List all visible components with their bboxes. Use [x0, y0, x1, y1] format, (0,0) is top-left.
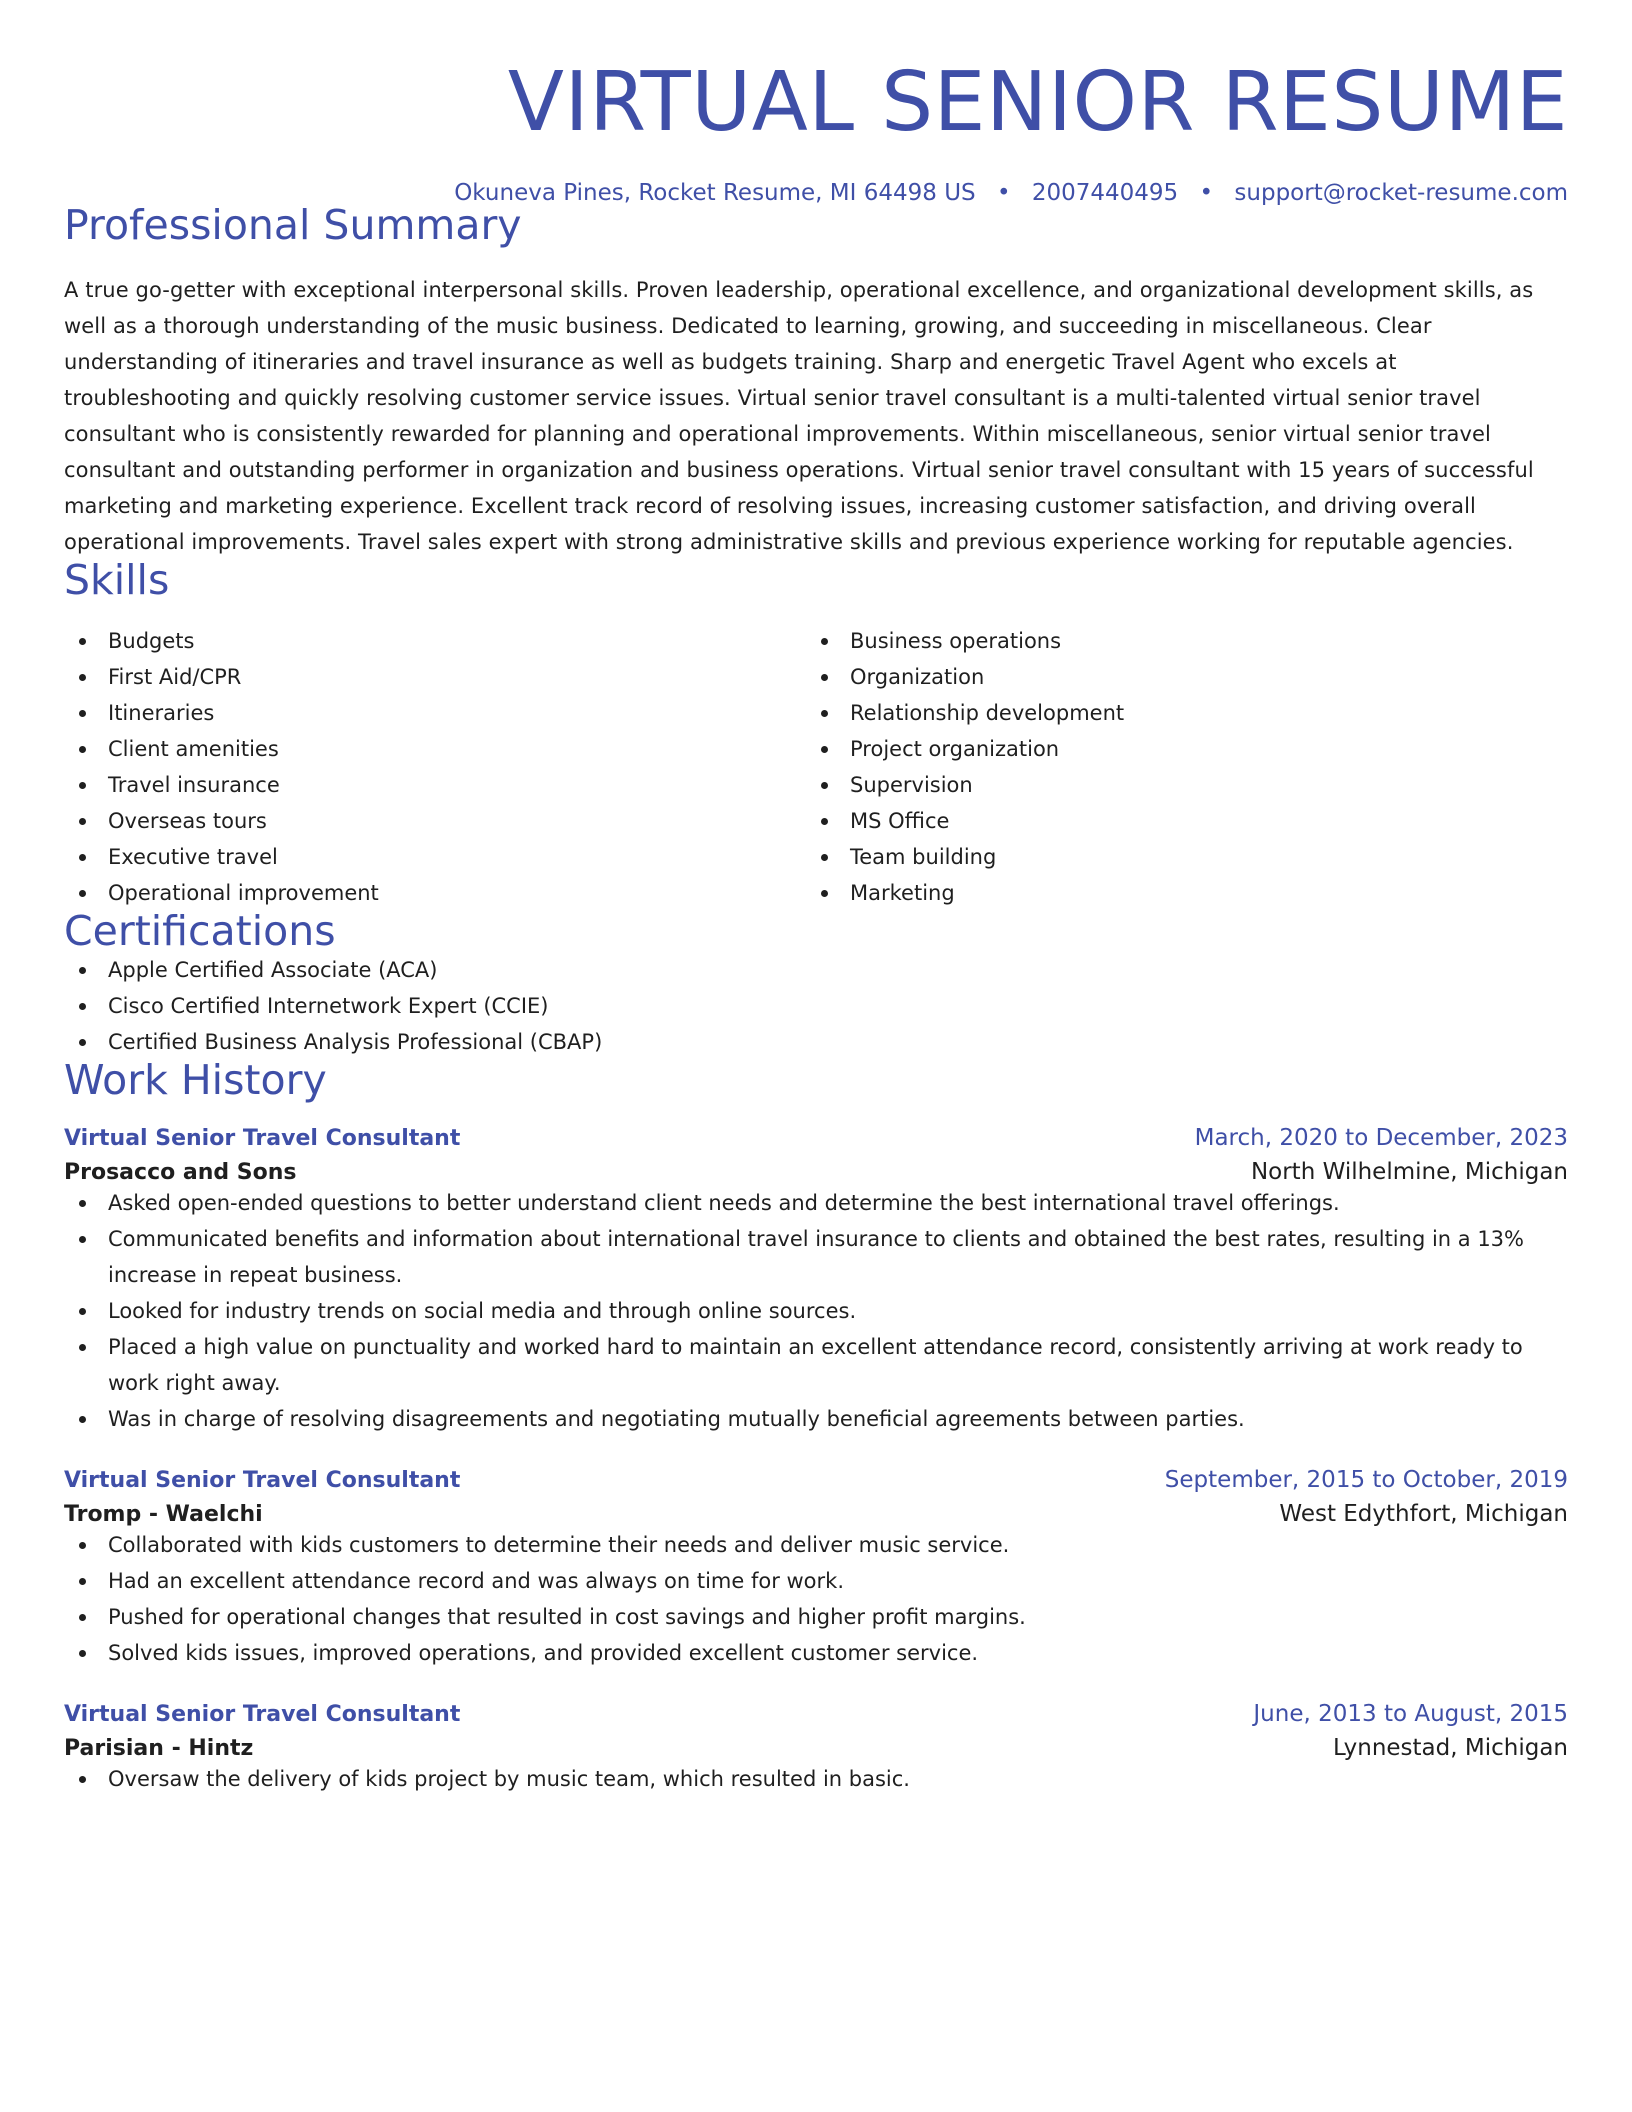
job-location: Lynnestad, Michigan: [1332, 1735, 1568, 1761]
contact-phone: 2007440495: [1031, 180, 1179, 206]
job-entry: [64, 1701, 1568, 1797]
job-location: North Wilhelmine, Michigan: [1250, 1159, 1568, 1185]
job-header: [64, 1125, 1568, 1151]
job-duty: Oversaw the delivery of kids project by music team, which resulted in basic.: [64, 1761, 1568, 1797]
job-duty: Pushed for operational changes that resulted in cost savings and higher profit margins.: [64, 1599, 1568, 1635]
skills-list-right: [806, 623, 1548, 911]
skill-item: Overseas tours: [64, 803, 806, 839]
job-duty: Communicated benefits and information about international travel insurance to clients and obtained the best rates, resulting in a 13% increase in repeat business.: [64, 1221, 1568, 1293]
skill-item: Operational improvement: [64, 875, 806, 911]
skill-item: Marketing: [806, 875, 1548, 911]
summary-heading: Professional Summary: [64, 201, 522, 249]
job-location: West Edythfort, Michigan: [1279, 1501, 1568, 1527]
job-duty: Had an excellent attendance record and was always on time for work.: [64, 1563, 1568, 1599]
skill-item: Client amenities: [64, 731, 806, 767]
certifications-heading: Certifications: [64, 907, 336, 955]
contact-address: Okuneva Pines, Rocket Resume, MI 64498 US: [454, 180, 976, 206]
skills-heading: Skills: [64, 556, 170, 604]
job-company: Parisian - Hintz: [64, 1736, 254, 1761]
skill-item: First Aid/CPR: [64, 659, 806, 695]
job-duty: Asked open-ended questions to better understand client needs and determine the best international travel offerings.: [64, 1185, 1568, 1221]
skill-item: Business operations: [806, 623, 1548, 659]
skill-item: Relationship development: [806, 695, 1548, 731]
skill-item: Project organization: [806, 731, 1548, 767]
job-entry: [64, 1467, 1568, 1671]
contact-separator: •: [1199, 180, 1214, 206]
job-subheader: [64, 1735, 1568, 1761]
job-dates: September, 2015 to October, 2019: [1164, 1467, 1568, 1493]
skills-column-right: [806, 623, 1548, 911]
work-history-heading: Work History: [64, 1056, 327, 1104]
skills-grid: [64, 623, 1568, 911]
job-company: Tromp - Waelchi: [64, 1502, 263, 1527]
job-company: Prosacco and Sons: [64, 1160, 297, 1185]
job-title: Virtual Senior Travel Consultant: [64, 1468, 461, 1493]
job-duty: Solved kids issues, improved operations, and provided excellent customer service.: [64, 1635, 1568, 1671]
skill-item: Organization: [806, 659, 1548, 695]
job-title: Virtual Senior Travel Consultant: [64, 1126, 461, 1151]
contact-email: support@rocket-resume.com: [1234, 180, 1568, 206]
certification-item: Certified Business Analysis Professional (CBAP): [64, 1024, 1568, 1060]
skill-item: Budgets: [64, 623, 806, 659]
resume-page: [64, 0, 1568, 2112]
job-header: [64, 1701, 1568, 1727]
job-dates: March, 2020 to December, 2023: [1194, 1125, 1568, 1151]
certification-item: Apple Certified Associate (ACA): [64, 952, 1568, 988]
skills-column-left: [64, 623, 806, 911]
certifications-list: [64, 952, 1568, 1060]
job-duties: [64, 1527, 1568, 1671]
summary-text: A true go-getter with exceptional interpersonal skills. Proven leadership, operational excellence, and organizational development skills, as well as a thorough understanding of the music business. Dedicated to learning, growing, and succeeding in miscellaneous. Clear understanding of itineraries and travel insurance as well as budgets training. Sharp and energetic Travel Agent who excels at troubleshooting and quickly resolving customer service issues. Virtual senior travel consultant is a multi-talented virtual senior travel consultant who is consistently rewarded for planning and operational improvements. Within miscellaneous, senior virtual senior travel consultant and outstanding performer in organization and business operations. Virtual senior travel consultant with 15 years of successful marketing and marketing experience. Excellent track record of resolving issues, increasing customer satisfaction, and driving overall operational improvements. Travel sales expert with strong administrative skills and previous experience working for reputable agencies.: [64, 278, 1534, 554]
contact-separator: •: [996, 180, 1011, 206]
job-duties: [64, 1761, 1568, 1797]
job-subheader: [64, 1501, 1568, 1527]
job-entry: [64, 1125, 1568, 1437]
skill-item: Itineraries: [64, 695, 806, 731]
skill-item: Travel insurance: [64, 767, 806, 803]
certification-item: Cisco Certified Internetwork Expert (CCIE): [64, 988, 1568, 1024]
skills-list-left: [64, 623, 806, 911]
skill-item: Executive travel: [64, 839, 806, 875]
resume-name: VIRTUAL SENIOR RESUME: [507, 55, 1568, 150]
job-header: [64, 1467, 1568, 1493]
job-title: Virtual Senior Travel Consultant: [64, 1702, 461, 1727]
skill-item: Supervision: [806, 767, 1548, 803]
job-dates: June, 2013 to August, 2015: [1253, 1701, 1568, 1727]
job-duty: Collaborated with kids customers to determine their needs and deliver music service.: [64, 1527, 1568, 1563]
job-subheader: [64, 1159, 1568, 1185]
skill-item: Team building: [806, 839, 1548, 875]
job-duties: [64, 1185, 1568, 1437]
skill-item: MS Office: [806, 803, 1548, 839]
job-duty: Looked for industry trends on social media and through online sources.: [64, 1293, 1568, 1329]
job-duty: Placed a high value on punctuality and worked hard to maintain an excellent attendance record, consistently arriving at work ready to work right away.: [64, 1329, 1568, 1401]
job-duty: Was in charge of resolving disagreements and negotiating mutually beneficial agreements between parties.: [64, 1401, 1568, 1437]
